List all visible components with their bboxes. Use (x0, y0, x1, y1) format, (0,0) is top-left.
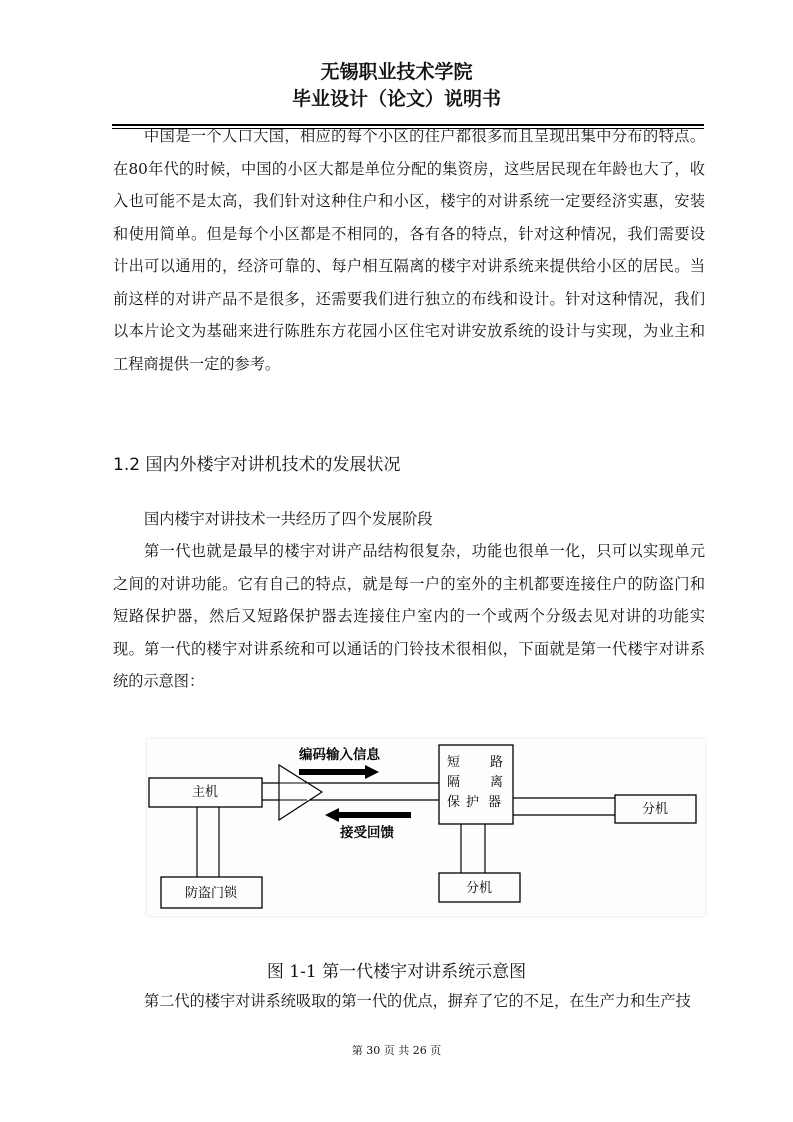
figure-caption: 图 1-1 第一代楼宇对讲系统示意图 (266, 962, 527, 982)
protector-row2-b: 离 (490, 775, 504, 790)
protector-row3-a: 保 (447, 795, 461, 810)
body-paragraph-3: 第一代也就是最早的楼宇对讲产品结构很复杂，功能也很单一化，只可以实现单元之间的对讲功能。它有自己的特点，就是每一户的室外的主机都要连接住户的防盗门和短路保护器，然后又短路保护器去连接住户室内的一个或两个分级去见对讲的功能实现。第一代的楼宇对讲系统和可以通话的门铃技术很相似，下面就是第一代楼宇对讲系统的示意图： (113, 542, 705, 690)
protector-row1-b: 路 (490, 755, 504, 770)
feedback-arrow-head (325, 808, 339, 822)
page-footer: 第 30 页 共 26 页 (351, 1044, 442, 1057)
intercom-diagram (147, 739, 705, 916)
extension-bottom-label: 分机 (465, 881, 493, 896)
body-paragraph-4: 第二代的楼宇对讲系统吸取的第一代的优点，摒弃了它的不足，在生产力和生产技 (144, 992, 691, 1010)
protector-row2-a: 隔 (447, 775, 461, 790)
host-label: 主机 (191, 785, 219, 800)
protector-row3-c: 器 (488, 795, 502, 810)
protector-row3-b: 护 (466, 795, 480, 810)
header-school-name: 无锡职业技术学院 (320, 61, 473, 83)
encode-input-label: 编码输入信息 (299, 747, 380, 763)
protector-row1-a: 短 (447, 755, 461, 770)
encode-arrow-head (365, 765, 379, 779)
extension-right-label: 分机 (641, 802, 669, 817)
receive-feedback-label: 接受回馈 (340, 825, 394, 841)
body-paragraph-2: 国内楼宇对讲技术一共经历了四个发展阶段 (144, 510, 433, 528)
header-document-title: 毕业设计（论文）说明书 (291, 88, 501, 110)
body-paragraph-1: 中国是一个人口大国，相应的每个小区的住户都很多而且呈现出集中分布的特点。在80年代的时候，中国的小区大都是单位分配的集资房，这些居民现在年龄也大了，收入也可能不是太高，我们针对这种住户和小区，楼宇的对讲系统一定要经济实惠，安装和使用简单。但是每个小区都是不相同的，各有各的特点，针对这种情况，我们需要设计出可以通用的，经济可靠的、每户相互隔离的楼宇对讲系统来提供给小区的居民。当前这样的对讲产品不是很多，还需要我们进行独立的布线和设计。针对这种情况，我们以本片论文为基础来进行陈胜东方花园小区住宅对讲安放系统的设计与实现，为业主和工程商提供一定的参考。 (113, 127, 705, 373)
door-lock-label: 防盗门锁 (184, 886, 238, 901)
section-heading: 1.2 国内外楼宇对讲机技术的发展状况 (113, 455, 401, 475)
